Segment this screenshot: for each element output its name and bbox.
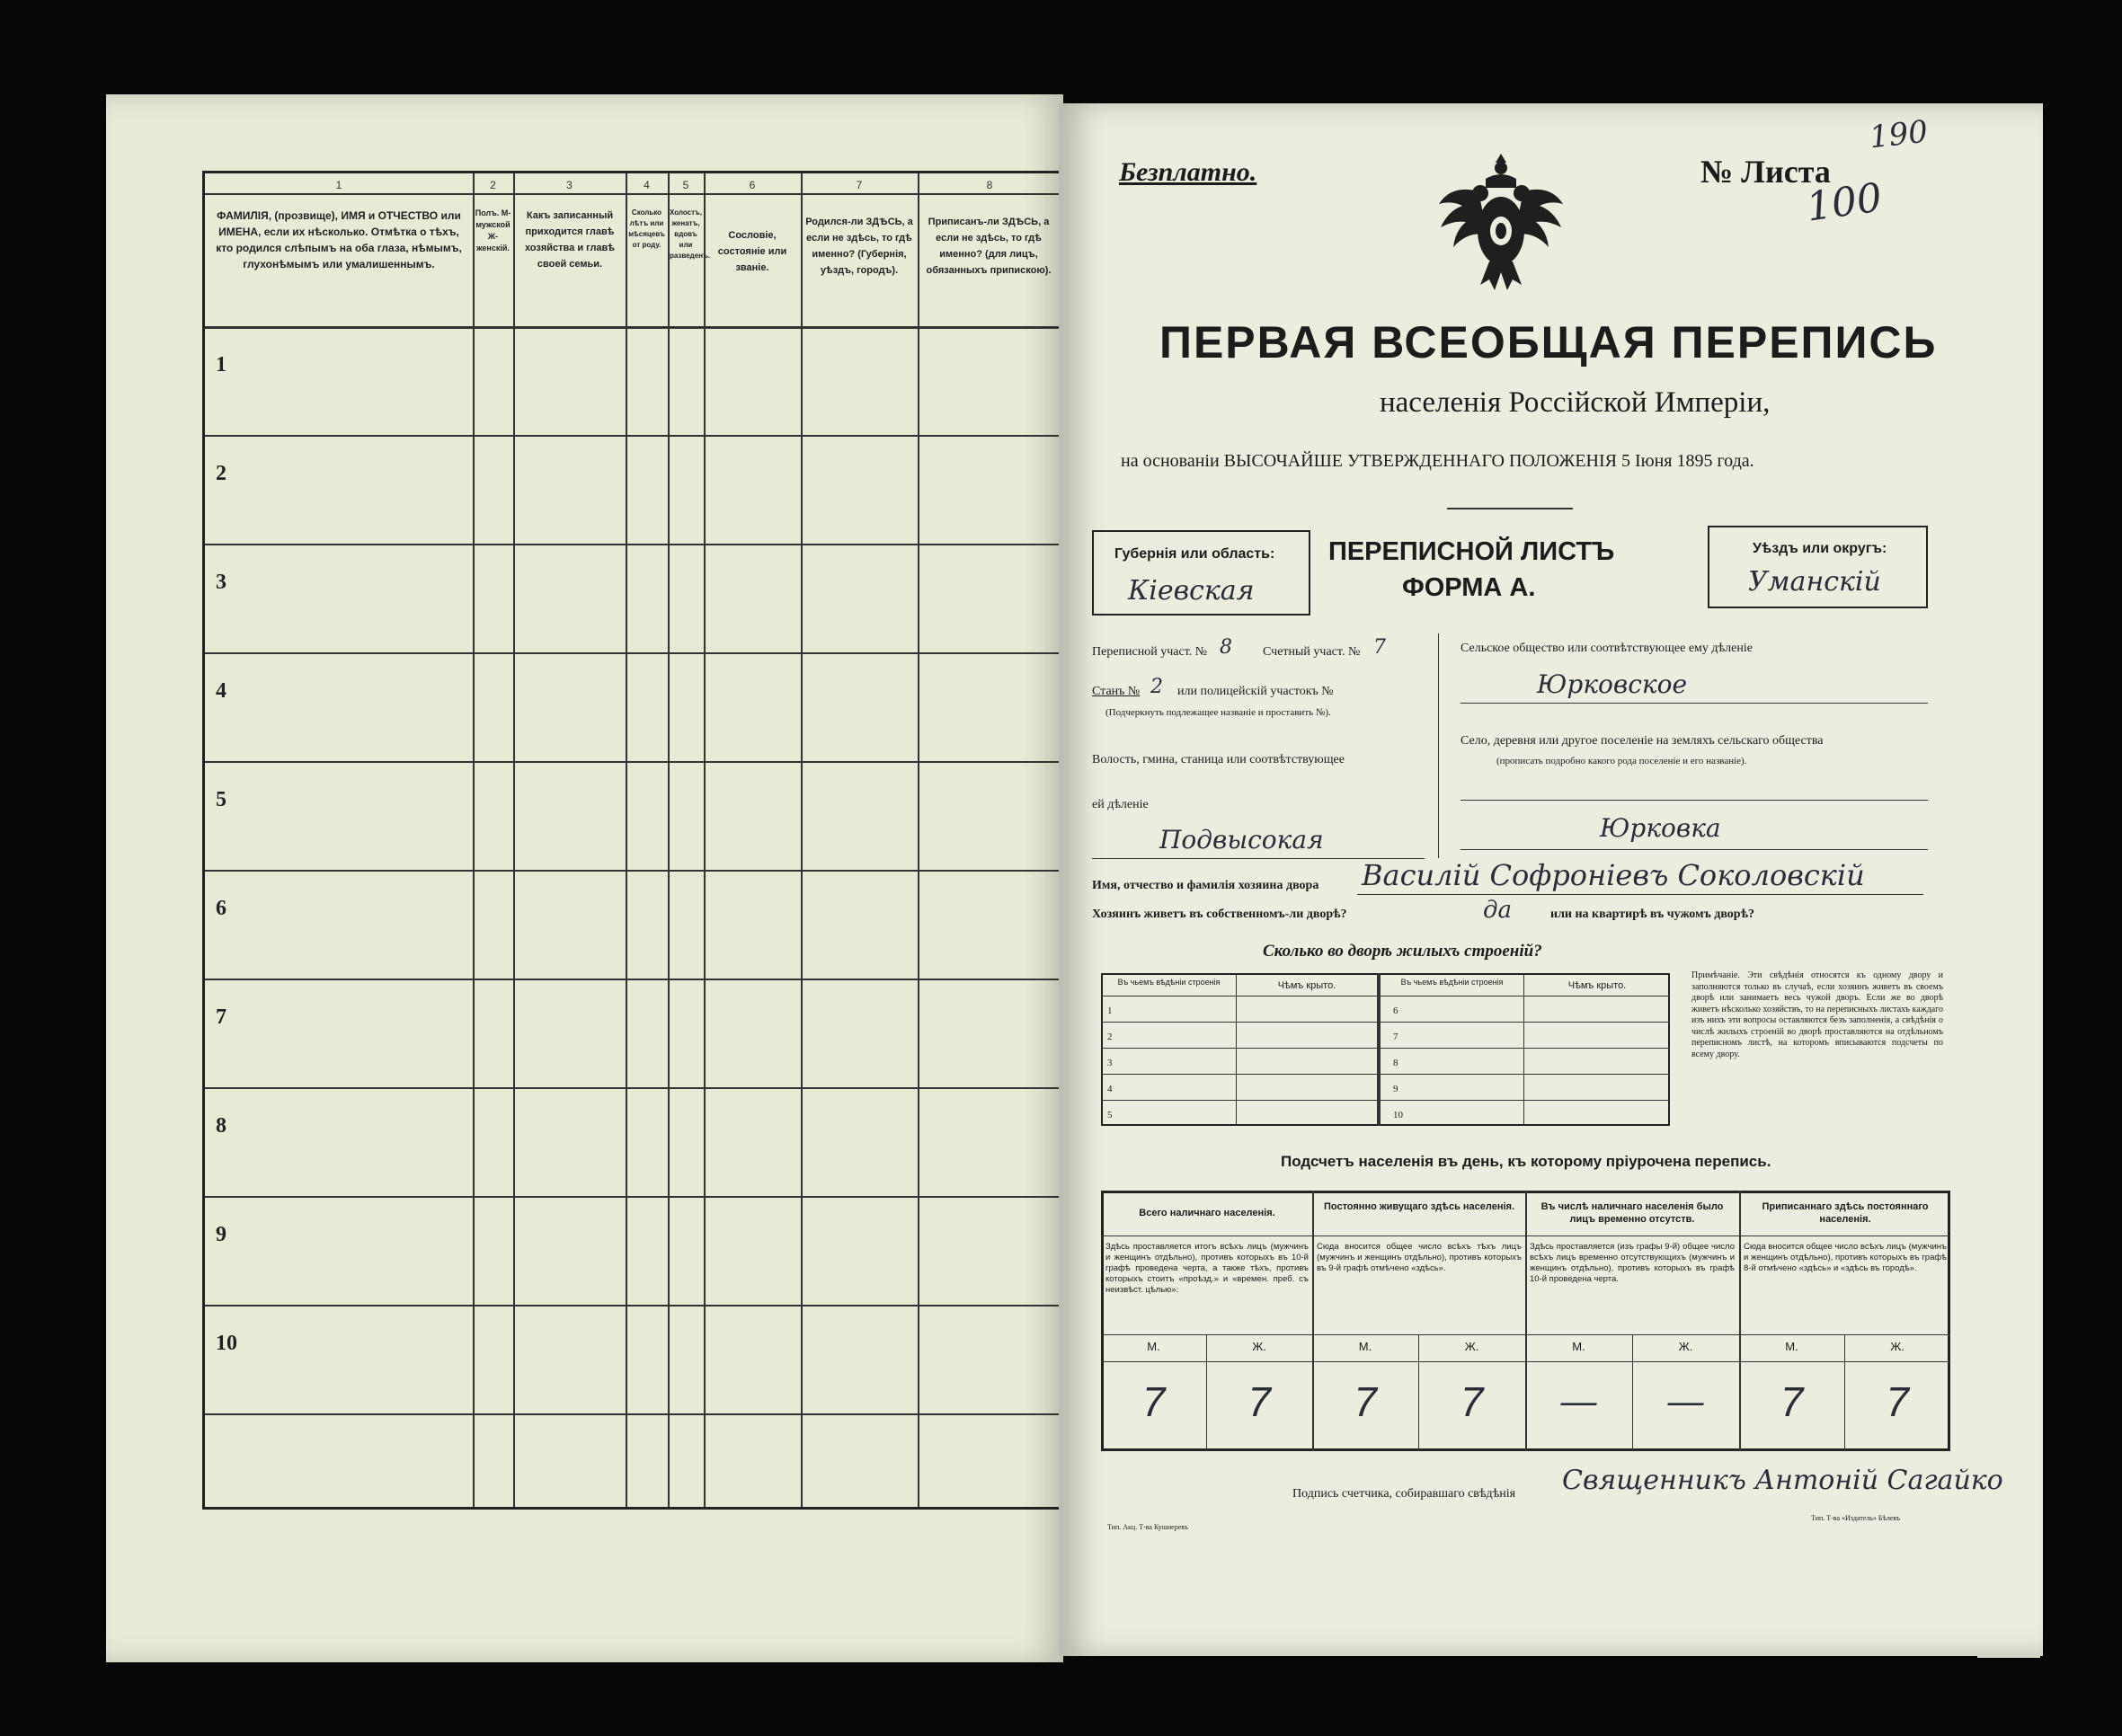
summary-value-registered-m: 7 (1780, 1378, 1804, 1425)
row-number: 8 (216, 1114, 226, 1138)
row-divider (205, 870, 1061, 872)
owner-underline (1357, 894, 1923, 895)
owner-lives-label: Хозяинъ живетъ въ собственномъ-ли дворѣ? (1092, 908, 1347, 921)
village-value: Юрковка (1600, 813, 1721, 843)
column-number: 7 (856, 179, 863, 191)
buildings-question: Сколько во дворѣ жилыхъ строеній? (1263, 942, 1542, 961)
buildings-row-number: 7 (1393, 1032, 1398, 1042)
corner-number: 190 (1868, 113, 1930, 156)
left-census-table (202, 171, 1061, 1510)
owner-lives-rest: или на квартирѣ въ чужомъ дворѣ? (1550, 908, 1754, 921)
decree-line: на основаніи ВЫСОЧАЙШЕ УТВЕРЖДЕННАГО ПОЛОЖЕНІЯ 5 Іюня 1895 года. (1121, 451, 1754, 471)
column-header-relation: Какъ записанный приходится главѣ хозяйства и главѣ своей семьи. (524, 210, 616, 270)
page-title: ПЕРВАЯ ВСЕОБЩАЯ ПЕРЕПИСЬ (1159, 317, 1938, 368)
stan-note: (Подчеркнуть подлежащее названіе и проставить №). (1105, 707, 1331, 718)
buildings-row-line (1101, 1100, 1670, 1101)
summary-value-total-m: 7 (1141, 1378, 1166, 1425)
volost-label-2: ей дѣленіе (1092, 798, 1149, 811)
column-header-sex: Полъ. М-мужской Ж-женскій. (475, 208, 511, 252)
column-number: 1 (335, 179, 342, 191)
row-divider (205, 652, 1061, 654)
summary-value-registered-f: 7 (1886, 1378, 1909, 1425)
summary-header-absent: Въ числѣ наличнаго населенія было лицъ временно отсутств. (1540, 1201, 1724, 1225)
buildings-row-number: 2 (1107, 1032, 1113, 1042)
form-title-1: ПЕРЕПИСНОЙ ЛИСТЪ (1328, 537, 1615, 566)
row-divider (205, 1413, 1061, 1415)
buildings-row-number: 3 (1107, 1058, 1113, 1068)
owner-label: Имя, отчество и фамилія хозяина двора (1092, 879, 1319, 892)
column-divider (513, 173, 515, 1507)
row-number: 7 (216, 1005, 226, 1029)
buildings-row-number: 8 (1393, 1058, 1398, 1068)
summary-value-total-f: 7 (1247, 1378, 1271, 1425)
printer-note-right: Тип. Т-ва «Издатель» Бѣлевъ (1811, 1514, 1901, 1522)
summary-mf-label: Ж. (1252, 1340, 1266, 1353)
summary-mf-label: М. (1358, 1340, 1372, 1353)
census-section-label: Переписной участ. № (1092, 645, 1208, 659)
summary-value-permanent-f: 7 (1460, 1378, 1484, 1425)
row-number: 5 (216, 788, 226, 811)
count-section-label: Счетный участ. № (1263, 645, 1361, 659)
buildings-row-line (1101, 1048, 1670, 1049)
column-number: 8 (986, 179, 993, 191)
owner-lives-value: да (1483, 897, 1512, 924)
column-divider (626, 173, 627, 1507)
gubernia-value: Кіевская (1128, 575, 1255, 607)
buildings-row-number: 10 (1393, 1110, 1403, 1120)
summary-desc-total: Здѣсь проставляется итогъ всѣхъ лицъ (мужчинъ и женщинъ отдѣльно), противъ которыхъ въ 10-й графѣ проведена черта, а также тѣхъ, противъ которыхъ стоитъ «проѣзд.» и «времен. преб. съ неизвѣст. цѣлью». (1105, 1242, 1309, 1295)
row-divider (205, 1305, 1061, 1306)
buildings-row-number: 4 (1107, 1084, 1113, 1094)
sheet-number-value: 100 (1803, 174, 1886, 231)
count-section-value: 7 (1373, 636, 1386, 659)
column-number: 2 (490, 179, 496, 191)
summary-desc-registered: Сюда вносится общее число всѣхъ лицъ (мужчинъ и женщинъ отдѣльно), противъ которыхъ въ графѣ 8-й отмѣчено «здѣсь» и «здѣсь въ городѣ». (1744, 1242, 1947, 1273)
buildings-row-number: 1 (1107, 1005, 1113, 1016)
column-divider (668, 173, 670, 1507)
stan-value: 2 (1150, 676, 1163, 698)
buildings-col4-header: Чѣмъ крыто. (1567, 980, 1627, 991)
summary-mf-label: М. (1147, 1340, 1160, 1353)
buildings-row-number: 9 (1393, 1084, 1398, 1094)
summary-value-absent-f: — (1667, 1382, 1704, 1422)
signature-label: Подпись счетчика, собиравшаго свѣдѣнія (1292, 1487, 1516, 1501)
uezd-label: Уѣздъ или округъ: (1753, 541, 1887, 556)
buildings-row-line (1101, 1074, 1670, 1075)
buildings-col-line (1377, 973, 1381, 1126)
summary-desc-absent: Здѣсь проставляется (изъ графы 9-й) общее число всѣхъ лицъ временно отсутствующихъ (мужчинъ и женщинъ отдѣльно), противъ которыхъ въ графѣ 10-й проведена черта. (1530, 1242, 1735, 1284)
column-number: 3 (566, 179, 573, 191)
column-divider (704, 173, 706, 1507)
page-subtitle: населенія Россійской Имперіи, (1380, 386, 1771, 419)
ornament-divider (1447, 508, 1573, 509)
row-number: 1 (216, 353, 226, 376)
column-number: 5 (682, 179, 689, 191)
summary-header-registered: Приписаннаго здѣсь постояннаго населенія. (1762, 1201, 1929, 1225)
summary-mf-label: Ж. (1890, 1340, 1904, 1353)
society-value: Юрковское (1537, 669, 1688, 699)
free-label: Безплатно. (1119, 157, 1257, 187)
imperial-eagle-emblem (1434, 148, 1568, 297)
village-label: Село, деревня или другое поселеніе на земляхъ сельскаго общества (1461, 734, 1824, 748)
stan-label: Станъ № (1092, 685, 1141, 698)
uezd-value: Уманскій (1748, 566, 1881, 598)
summary-desc-line (1101, 1334, 1950, 1335)
buildings-col-line (1523, 973, 1524, 1126)
summary-value-permanent-m: 7 (1354, 1378, 1377, 1425)
row-divider (205, 761, 1061, 763)
form-title-2: ФОРМА А. (1402, 573, 1536, 602)
row-number: 3 (216, 571, 226, 594)
column-header-age: Сколько лѣтъ или мѣсяцевъ от роду. (628, 208, 665, 249)
row-divider (205, 979, 1061, 980)
society-label: Сельское общество или соотвѣтствующее ему дѣленіе (1461, 642, 1753, 655)
village-note: (прописать подробно какого рода поселеніе и его названіе). (1496, 756, 1747, 766)
village-underline (1461, 849, 1928, 850)
header-divider (205, 326, 1061, 329)
column-divider (918, 173, 919, 1507)
row-divider (205, 1087, 1061, 1089)
row-divider (205, 544, 1061, 545)
buildings-row-number: 5 (1107, 1110, 1113, 1120)
buildings-col-line (1236, 973, 1237, 1126)
owner-value: Василій Софроніевъ Соколовскій (1362, 858, 1865, 892)
signature-value: Священникъ Антоній Сагайко (1562, 1465, 2003, 1496)
summary-mf-label: Ж. (1678, 1340, 1693, 1353)
summary-desc-permanent: Сюда вносится общее число всѣхъ тѣхъ лицъ (мужчинъ и женщинъ отдѣльно), противъ которыхъ въ 9-й графѣ отмѣчено «здѣсь». (1317, 1242, 1522, 1273)
column-divider (801, 173, 803, 1507)
buildings-col3-header: Въ чьемъ вѣдѣніи строенія (1400, 978, 1504, 987)
summary-mf-label: М. (1785, 1340, 1798, 1353)
stan-rest: или полицейскій участокъ № (1177, 685, 1334, 698)
column-header-estate: Сословіе, состояніе или званіе. (717, 230, 787, 273)
summary-mf-label: М. (1572, 1340, 1585, 1353)
buildings-col2-header: Чѣмъ крыто. (1277, 980, 1336, 991)
gubernia-label: Губернія или область: (1114, 546, 1275, 562)
row-number: 9 (216, 1223, 226, 1246)
society-underline (1461, 703, 1928, 704)
summary-value-absent-m: — (1560, 1382, 1597, 1422)
row-number: 10 (216, 1332, 237, 1355)
summary-mf-label: Ж. (1464, 1340, 1479, 1353)
census-section-value: 8 (1220, 636, 1232, 659)
summary-header-permanent: Постоянно живущаго здѣсь населенія. (1323, 1201, 1515, 1212)
buildings-row-number: 6 (1393, 1005, 1398, 1016)
column-number: 4 (644, 179, 650, 191)
volost-label: Волость, гмина, станица или соотвѣтствующее (1092, 753, 1345, 766)
sheet-number-label: № Листа (1700, 154, 1831, 190)
column-divider (473, 173, 475, 1507)
row-number: 2 (216, 462, 226, 485)
note-text: Примѣчаніе. Эти свѣдѣнія относятся къ одному двору и заполняются только въ случаѣ, если хозяинъ живетъ въ своемъ дворѣ или занимаетъ весь чужой дворъ. Если же во дворѣ живетъ нѣсколько хозяйствъ, то на переписныхъ листахъ каждаго изъ нихъ эти вопросы оставляются безъ заполненія, а свѣдѣнія о числѣ жилыхъ строеній во дворѣ проставляются на отдѣльномъ переписномъ листѣ, на которомъ вписываются подсчеты по всему двору. (1691, 970, 1943, 1059)
column-header-birthplace: Родился-ли ЗДѢСЬ, а если не здѣсь, то гдѣ именно? (Губернія, уѣздъ, городъ). (805, 217, 913, 276)
volost-value: Подвысокая (1159, 825, 1324, 855)
buildings-col1-header: Въ чьемъ вѣдѣніи строенія (1117, 978, 1221, 987)
column-header-registered: Приписанъ-ли ЗДѢСЬ, а если не здѣсь, то гдѣ именно? (для лицъ, обязанныхъ припискою). (926, 217, 1052, 276)
row-number: 4 (216, 679, 226, 703)
column-header-marital: Холостъ, женатъ, вдовъ или разведенъ. (670, 208, 711, 260)
buildings-row-line (1101, 1022, 1670, 1023)
summary-header-total: Всего наличнаго населенія. (1139, 1208, 1275, 1218)
column-header-name: ФАМИЛІЯ, (прозвище), ИМЯ и ОТЧЕСТВО или ИМЕНА, если их нѣсколько. Отмѣтка о тѣхъ, кто родился слѣпымъ на оба глаза, нѣмымъ, глухонѣмымъ или умалишеннымъ. (216, 209, 462, 270)
row-number: 6 (216, 897, 226, 920)
row-divider (205, 435, 1061, 437)
printer-note: Тип. Акц. Т-ва Кушнеревъ (1107, 1523, 1188, 1531)
address-divider (1438, 633, 1439, 858)
header-divider (205, 193, 1061, 195)
column-number: 6 (749, 179, 756, 191)
village-line (1461, 800, 1928, 801)
row-divider (205, 1196, 1061, 1198)
summary-mf-row-line (1101, 1361, 1950, 1362)
summary-title: Подсчетъ населенія въ день, къ которому пріурочена перепись. (1281, 1153, 1771, 1170)
